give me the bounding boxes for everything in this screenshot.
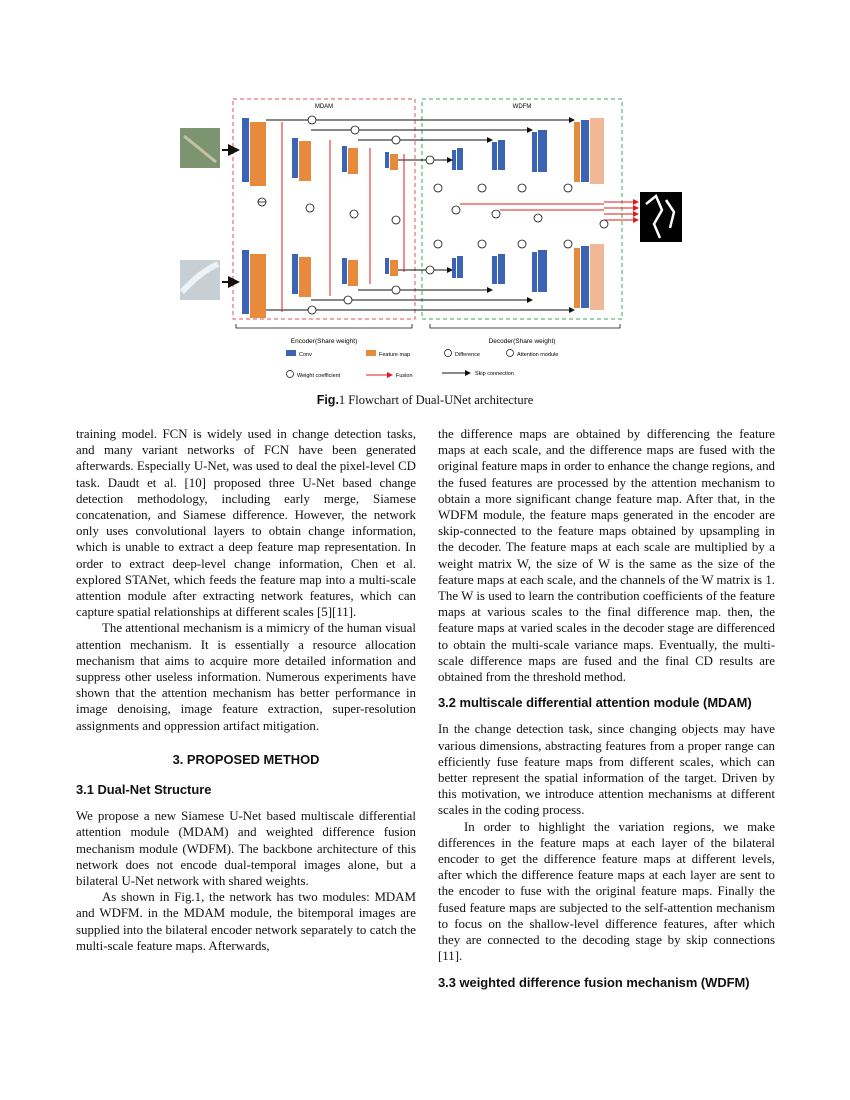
legend-skip: Skip connection <box>475 371 514 377</box>
left-column <box>76 426 416 954</box>
caption-text: Flowchart of Dual-UNet architecture <box>345 393 534 407</box>
left-paragraph-2: The attentional mechanism is a mimicry of the human visual attention mechanism. It is essentially a resource allocation mechanism that aims to acquire more detailed information and suppress other useless information. Numerous experiments have shown that the attention mechanism has better performance in image denoising, image feature extraction, super-resolution assignments and oppression artifact mitigation. <box>76 621 416 733</box>
subsection-heading-3-2: 3.2 multiscale differential attention module (MDAM) <box>438 695 752 711</box>
right-paragraph-2: In the change detection task, since changing objects may have various dimensions, abstracting features from a proper range can efficiently fuse feature maps from different scales, which can better represent the spatial information of the target. Driven by this motivation, we introduce attention mechanisms at different scales in the coding process. <box>438 722 775 818</box>
caption-number: 1 <box>338 393 346 407</box>
figure-caption <box>0 393 850 408</box>
legend <box>286 350 558 380</box>
legend-conv: Conv <box>299 352 312 358</box>
encoder-top <box>242 118 398 186</box>
section-heading-method: 3. PROPOSED METHOD <box>172 751 320 767</box>
architecture-diagram <box>170 92 690 392</box>
right-paragraph-1: the difference maps are obtained by differencing the feature maps at each scale, and the difference maps are fused with the original feature maps in order to enhance the change regions, and the fused features are processed by the attention mechanism to obtain a more significant change feature map. After that, in the WDFM module, the feature maps generated in the encoder are skip-connected to the feature maps obtained by upsampling in the decoder. The feature maps at each scale are multiplied by a weight matrix W, the size of W is the same as the size of the feature maps at each scale, and the channels of the W matrix is 1. The W is used to learn the contribution coefficients of the feature maps at various scales to the final difference map. then, the feature maps at varied scales in the decoder stage are differenced to obtain the multi-scale variance maps. Eventually, the multi-scale difference maps are fused and the final CD results are obtained from the threshold method. <box>438 427 775 685</box>
subsection-heading-3-1: 3.1 Dual-Net Structure <box>76 782 212 798</box>
right-paragraph-3: In order to highlight the variation regions, we make differences in the feature maps at each layer of the bilateral encoder to get the difference feature maps at different levels, after which the difference feature maps at each layer are sent to the encoder to fuse with the original feature maps. Finally the fused feature maps are subjected to the self-attention mechanism to focus on the shallow-level difference features, after which they are connected to the decoding stage by skip connections [11]. <box>438 819 775 964</box>
left-paragraph-3: We propose a new Siamese U-Net based multiscale differential attention module (MDAM) and weighted difference fusion mechanism module (WDFM). The backbone architecture of this network does not encode dual-temporal images alone, but a bilateral U-Net network with shared weights. <box>76 809 416 889</box>
caption-label: Fig. <box>316 393 339 407</box>
output-change-map <box>640 192 682 242</box>
wdfm-label: WDFM <box>512 104 532 110</box>
mdam-label: MDAM <box>314 104 334 110</box>
legend-fusion: Fusion <box>396 373 413 379</box>
left-paragraph-1: training model. FCN is widely used in change detection tasks, and many variant networks of FCN have been generated afterwards. Especially U-Net, was used to deal the pixel-level CD task. Daudt et al. [10] proposed three U-Net based change detection methodology, including early merge, Siamese concatenation, and Siamese difference. However, the network only uses convolutional layers to obtain change information, which is unable to extract a deep feature map representation. In order to extract deep-level change information, Chen et al. explored STANet, which feeds the feature map into a multi-scale attention module after extracting network features, which can capture spatial relationships at different scales [5][11]. <box>76 427 416 620</box>
encoder-bottom <box>242 250 398 318</box>
legend-difference: Difference <box>455 352 480 358</box>
legend-feature-map: Feature map <box>379 352 411 358</box>
architecture-figure <box>170 92 690 392</box>
right-column <box>438 426 775 1001</box>
decoder-top <box>452 118 604 184</box>
weight-nodes <box>434 184 572 248</box>
legend-attention: Attention module <box>517 352 559 358</box>
skip-connections <box>266 120 574 310</box>
difference-nodes <box>258 198 608 228</box>
decoder-label: Decoder(Share weight) <box>488 338 556 345</box>
left-paragraph-4: As shown in Fig.1, the network has two modules: MDAM and WDFM. in the MDAM module, the bitemporal images are supplied into the bilateral encoder network separately to catch the multi-scale feature maps. Afterwards, <box>76 890 416 953</box>
subsection-heading-3-3: 3.3 weighted difference fusion mechanism (WDFM) <box>438 974 750 990</box>
encoder-label: Encoder(Share weight) <box>290 338 358 345</box>
legend-weight: Weight coefficient <box>297 373 341 379</box>
